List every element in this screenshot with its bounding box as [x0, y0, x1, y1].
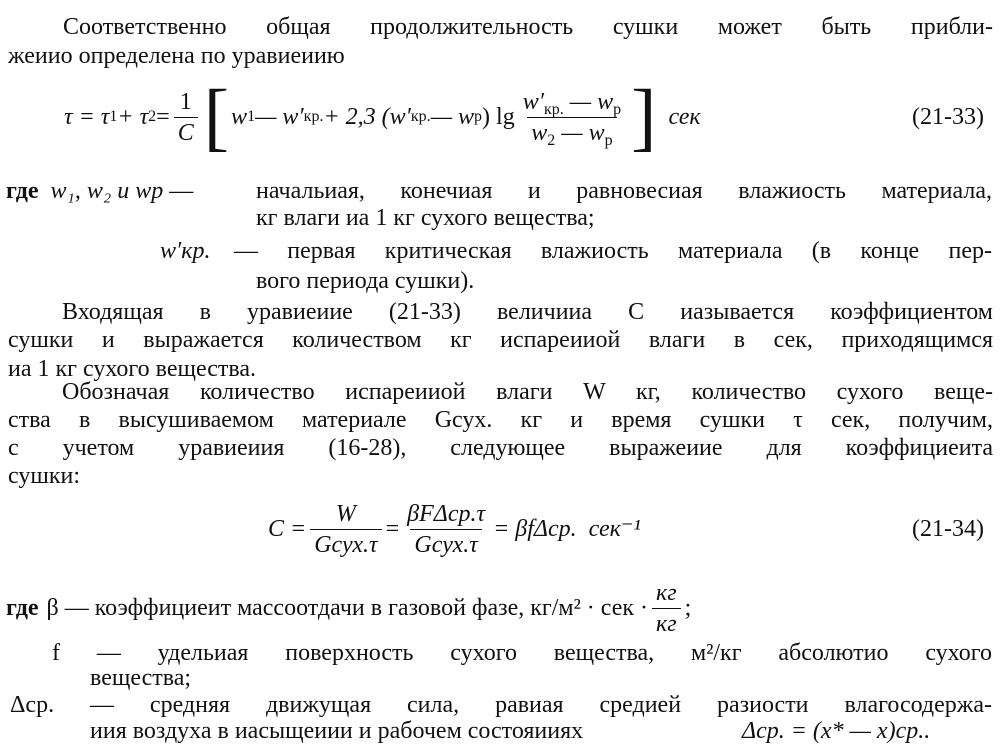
where-2-beta-line: где β — коэффициеит массоотдачи в газовой фазе, кг/м² · сек · $\frac{кг}{кг}$ ;	[6, 579, 692, 637]
equation-number-21-33: (21-33)	[912, 104, 984, 130]
equation-21-33: τ = τ 1 + τ 2 = $\frac{1}{C}$ [ w 1 — w′ кр. + 2,3 (w′ кр. — w р ) lg $\frac{w'_{кр.} — w_р}{w_2 — w_р}$ ] сек	[64, 75, 701, 159]
equation-21-34: C = $\frac{W}{\text{Gсух.τ}}$ = $\frac{\text{βFΔср.τ}}{\text{Gсух.τ}}$ = βfΔср. сек⁻¹	[268, 500, 641, 558]
where-1-text-4: вого периода сушки).	[256, 268, 475, 294]
equation-number-21-34: (21-34)	[912, 516, 984, 542]
where-2-delta-line-1: Δср. — средняя движущая сила, равиая средией разиости влагосодержа-	[10, 692, 992, 718]
where-1-symbol-2: w′кр.	[160, 238, 211, 264]
eq2-fraction-2: $\frac{\text{βFΔср.τ}}{\text{Gсух.τ}}$	[407, 500, 486, 558]
where-1-lead: где w₁, w₂ и wр —	[6, 178, 194, 204]
paragraph-2-line-1: Входящая в уравиеиие (21-33) величииа C иазывается коэффициентом	[62, 299, 993, 325]
eq-bracket-right: ]	[631, 75, 657, 159]
where-1-text-1: начальиая, конечиая и равновесиая влажиость материала,	[256, 178, 992, 204]
where-2-f-line-2: вещества;	[90, 665, 192, 691]
eq-lhs: τ = τ	[64, 104, 110, 130]
eq2-fraction-1: $\frac{W}{\text{Gсух.τ}}$	[310, 499, 381, 560]
where-2-delta-line-2: иия воздуха в иасыщеиии и рабочем состояииях	[90, 718, 584, 744]
eq-plus: + τ	[117, 104, 149, 130]
eq-bracket-left: [	[203, 75, 230, 159]
beta-unit-fraction: $\frac{кг}{кг}$	[652, 578, 681, 639]
paragraph-2-line-3: иа 1 кг сухого вещества.	[8, 356, 257, 382]
eq-log-fraction: $\frac{w'_{кр.} — w_р}{w_2 — w_р}$	[522, 88, 622, 149]
paragraph-3-line-3: с учетом уравиеиия (16-28), следующее выражеиие для коэффициеита	[8, 435, 993, 461]
eq-fraction-1-over-c: $\frac{1}{C}$	[174, 87, 198, 148]
paragraph-1-line-2: жеиио определена по уравиеиию	[8, 43, 345, 69]
paragraph-1-line-1: Соответственно общая продолжительность сушки может быть прибли-	[63, 14, 993, 40]
where-2-delta-equation: Δср. = (x* — x)ср..	[742, 718, 931, 744]
paragraph-3-line-4: сушки:	[8, 463, 80, 489]
paragraph-3-line-1: Обозначая количество испареииой влаги W кг, количество сухого веще-	[62, 379, 993, 405]
where-2-f-line-1: f — удельиая поверхность сухого вещества, м²/кг абсолютио сухого	[52, 640, 992, 666]
where-1-text-3: — первая критическая влажиость материала (в конце пер-	[234, 238, 992, 264]
eq-unit: сек	[668, 104, 701, 130]
paragraph-3-line-2: ства в высушиваемом материале Gсух. кг и время сушки τ сек, получим,	[8, 407, 993, 433]
where-1-text-2: кг влаги иа 1 кг сухого вещества;	[256, 205, 595, 231]
paragraph-2-line-2: сушки и выражается количеством кг испареииой влаги в сек, приходящимся	[8, 327, 993, 353]
